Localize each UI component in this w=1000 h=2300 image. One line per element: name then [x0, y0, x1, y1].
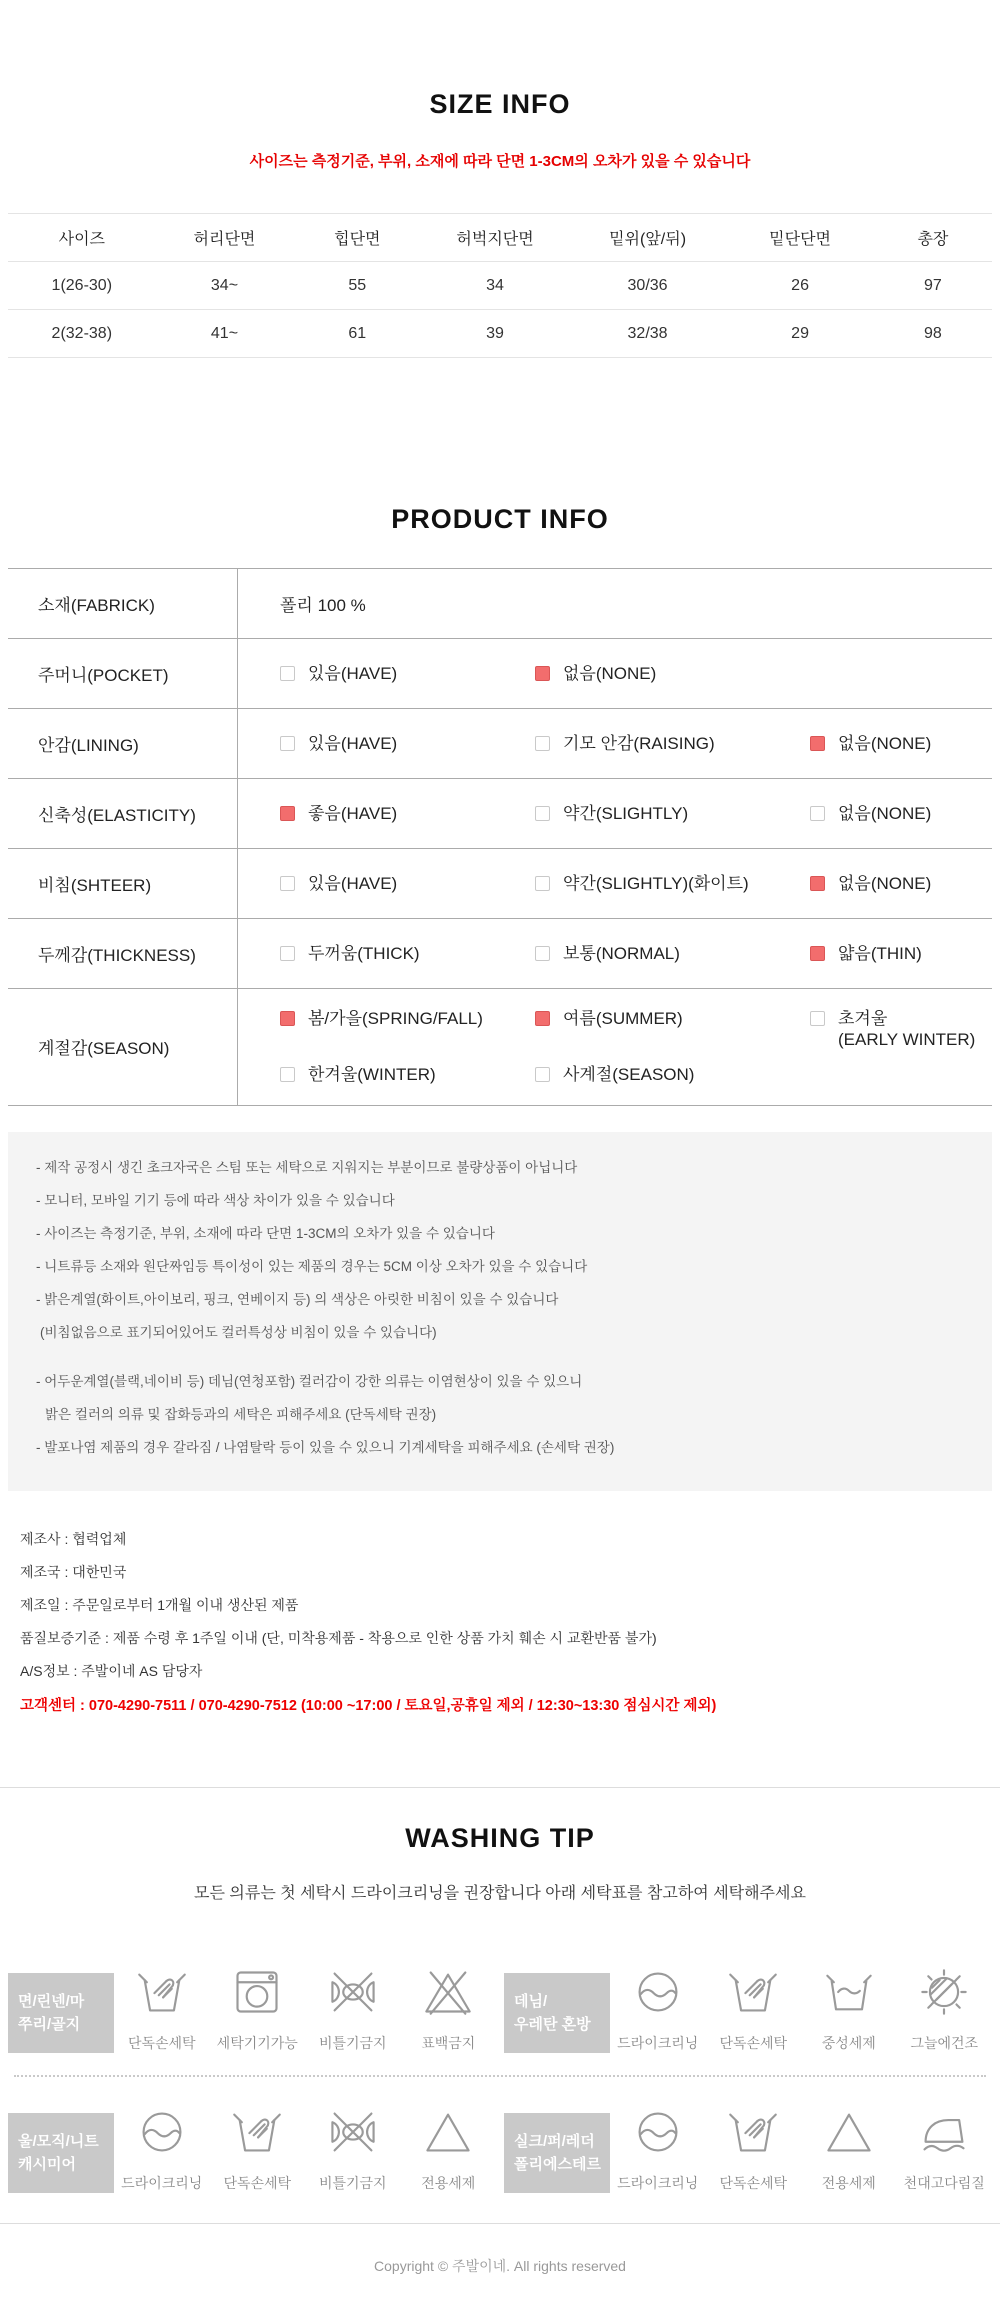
option-label: 두꺼움(THICK) — [308, 943, 420, 963]
season-option-earlywinter — [810, 1008, 992, 1051]
checkbox-icon — [280, 736, 295, 751]
washing-item — [897, 2099, 993, 2193]
washing-item — [305, 2099, 401, 2193]
washing-group-denim — [504, 1959, 992, 2053]
pocket-option-have — [280, 663, 535, 684]
washing-item — [706, 2099, 802, 2193]
size-cell: 98 — [874, 310, 992, 358]
option-label: 좋음(HAVE) — [308, 803, 398, 823]
category-box: 실크/퍼/레더 폴리에스테르 — [504, 2113, 610, 2193]
detergent-triangle-icon — [422, 2099, 474, 2165]
product-info-table — [8, 568, 992, 1106]
washing-item — [610, 2099, 706, 2193]
section-divider — [0, 1787, 1000, 1788]
maker-info — [8, 1529, 992, 1715]
washing-group-silk — [504, 2099, 992, 2193]
elasticity-label: 신축성(ELASTICITY) — [8, 779, 238, 848]
elasticity-option-none — [810, 803, 992, 824]
washing-item-label: 드라이크리닝 — [121, 2174, 203, 2191]
note-line: (비침없음으로 표기되어있어도 컬러특성상 비침이 있을 수 있습니다) — [40, 1324, 437, 1340]
washing-item — [897, 1959, 993, 2053]
copyright-text: Copyright © 주발이네. All rights reserved — [374, 2257, 626, 2274]
season-option-allseason — [535, 1064, 810, 1085]
checkbox-icon — [810, 876, 825, 891]
washing-item — [114, 1959, 210, 2053]
thickness-option-normal — [535, 943, 810, 964]
washing-item — [401, 2099, 497, 2193]
detergent-triangle-icon — [823, 2099, 875, 2165]
season-option-summer — [535, 1008, 810, 1051]
option-label: 없음(NONE) — [838, 873, 932, 893]
customer-center-line: 고객센터 : 070-4290-7511 / 070-4290-7512 (10:00 ~17:00 / 토요일,공휴일 제외 / 12:30~13:30 점심시간 제외) — [20, 1697, 717, 1714]
pocket-row — [8, 639, 992, 709]
option-label: 있음(HAVE) — [308, 733, 398, 753]
sheer-option-none — [810, 873, 992, 894]
checkbox-icon — [810, 946, 825, 961]
note-line: - 사이즈는 측정기준, 부위, 소재에 따라 단면 1-3CM의 오차가 있을 수 있습니다 — [36, 1225, 495, 1241]
size-table — [8, 213, 992, 358]
note-line: - 발포나염 제품의 경우 갈라짐 / 나염탈락 등이 있을 수 있으니 기계세탁을 피해주세요 (손세탁 권장) — [36, 1439, 615, 1455]
iron-cloth-icon — [918, 2099, 970, 2165]
option-label: 없음(NONE) — [838, 803, 932, 823]
checkbox-icon — [535, 666, 550, 681]
hand-wash-icon — [727, 2099, 779, 2165]
season-option-winter — [280, 1064, 535, 1085]
size-info-title: SIZE INFO — [429, 89, 571, 119]
lining-option-raising — [535, 733, 810, 754]
size-cell: 34~ — [156, 262, 294, 310]
washing-item — [801, 2099, 897, 2193]
size-cell: 29 — [726, 310, 874, 358]
washing-item — [114, 2099, 210, 2193]
size-col-header: 총장 — [874, 214, 992, 262]
size-col-header: 허리단면 — [156, 214, 294, 262]
no-wring-icon — [327, 1959, 379, 2025]
washing-item-label: 전용세제 — [821, 2174, 876, 2191]
sheer-option-slightly — [535, 873, 810, 894]
washing-item — [401, 1959, 497, 2053]
product-info-title: PRODUCT INFO — [391, 504, 609, 535]
option-label: 한겨울(WINTER) — [308, 1065, 436, 1085]
dry-clean-icon — [632, 2099, 684, 2165]
washing-group-wool — [8, 2099, 496, 2193]
size-cell: 32/38 — [569, 310, 726, 358]
pocket-option-none — [535, 663, 810, 684]
washing-tip-title: WASHING TIP — [405, 1822, 595, 1853]
lining-label: 안감(LINING) — [8, 709, 238, 778]
checkbox-icon — [535, 876, 550, 891]
note-line: - 어두운계열(블랙,네이비 등) 데님(연청포함) 컬러감이 강한 의류는 이염현상이 있을 수 있으니 — [36, 1373, 583, 1389]
checkbox-icon — [280, 1067, 295, 1082]
neutral-detergent-icon — [823, 1959, 875, 2025]
size-cell: 41~ — [156, 310, 294, 358]
checkbox-icon — [280, 1011, 295, 1026]
caution-notes-box — [8, 1132, 992, 1491]
size-cell: 34 — [421, 262, 569, 310]
season-label: 계절감(SEASON) — [8, 989, 238, 1105]
size-cell: 61 — [293, 310, 421, 358]
fabric-row — [8, 569, 992, 639]
category-box: 면/린넨/마 쭈리/골지 — [8, 1973, 114, 2053]
washing-item-label: 표백금지 — [421, 2034, 476, 2051]
checkbox-icon — [535, 806, 550, 821]
washing-group-cotton — [8, 1959, 496, 2053]
washing-item — [610, 1959, 706, 2053]
washing-item — [210, 2099, 306, 2193]
size-table-row — [8, 310, 992, 358]
size-tolerance-note: 사이즈는 측정기준, 부위, 소재에 따라 단면 1-3CM의 오차가 있을 수 있습니다 — [249, 153, 751, 171]
option-label: 있음(HAVE) — [308, 873, 398, 893]
washing-item — [706, 1959, 802, 2053]
size-cell: 30/36 — [569, 262, 726, 310]
lining-option-none — [810, 733, 992, 754]
washing-item-label: 단독손세탁 — [719, 2174, 788, 2191]
size-col-header: 밑단단면 — [726, 214, 874, 262]
option-label: 약간(SLIGHTLY) — [563, 803, 689, 823]
maker-line: 제조사 : 협력업체 — [20, 1530, 127, 1547]
washing-item-label: 드라이크리닝 — [617, 2174, 699, 2191]
option-label: 얇음(THIN) — [838, 943, 922, 963]
checkbox-icon — [810, 1011, 825, 1026]
fabric-value: 폴리 100 % — [280, 595, 366, 615]
dotted-divider — [14, 2075, 986, 2077]
checkbox-icon — [810, 736, 825, 751]
checkbox-icon — [810, 806, 825, 821]
option-label: 사계절(SEASON) — [563, 1065, 695, 1085]
washing-item-label: 세탁기기가능 — [216, 2034, 298, 2051]
checkbox-icon — [535, 1067, 550, 1082]
maker-line: 제조국 : 대한민국 — [20, 1563, 127, 1580]
dry-clean-icon — [136, 2099, 188, 2165]
note-line: - 니트류등 소재와 원단짜임등 특이성이 있는 제품의 경우는 5CM 이상 오차가 있을 수 있습니다 — [36, 1258, 588, 1274]
season-row — [8, 989, 992, 1106]
size-cell: 26 — [726, 262, 874, 310]
hand-wash-icon — [231, 2099, 283, 2165]
note-line: 밝은 컬러의 의류 및 잡화등과의 세탁은 피해주세요 (단독세탁 권장) — [45, 1406, 437, 1422]
checkbox-icon — [280, 806, 295, 821]
dry-clean-icon — [632, 1959, 684, 2025]
elasticity-row — [8, 779, 992, 849]
washing-machine-icon — [231, 1959, 283, 2025]
thickness-row — [8, 919, 992, 989]
elasticity-option-slightly — [535, 803, 810, 824]
lining-row — [8, 709, 992, 779]
note-line: - 밝은계열(화이트,아이보리, 핑크, 연베이지 등) 의 색상은 아릿한 비침이 있을 수 있습니다 — [36, 1291, 559, 1307]
washing-item-label: 단독손세탁 — [223, 2174, 292, 2191]
size-cell: 39 — [421, 310, 569, 358]
size-cell: 2(32-38) — [8, 310, 156, 358]
thickness-option-thick — [280, 943, 535, 964]
option-label: 있음(HAVE) — [308, 663, 398, 683]
washing-item-label: 중성세제 — [821, 2034, 876, 2051]
option-label: 봄/가을(SPRING/FALL) — [308, 1008, 483, 1028]
washing-item-label: 전용세제 — [421, 2174, 476, 2191]
thickness-label: 두께감(THICKNESS) — [8, 919, 238, 988]
size-col-header: 밑위(앞/뒤) — [569, 214, 726, 262]
category-box: 데님/ 우레탄 혼방 — [504, 1973, 610, 2053]
hand-wash-icon — [136, 1959, 188, 2025]
size-cell: 55 — [293, 262, 421, 310]
option-label: 보통(NORMAL) — [563, 943, 680, 963]
maker-line: 품질보증기준 : 제품 수령 후 1주일 이내 (단, 미착용제품 - 착용으로 인한 상품 가치 훼손 시 교환반품 불가) — [20, 1629, 657, 1646]
sheer-label: 비침(SHTEER) — [8, 849, 238, 918]
sheer-row — [8, 849, 992, 919]
no-wring-icon — [327, 2099, 379, 2165]
thickness-option-thin — [810, 943, 992, 964]
checkbox-icon — [280, 946, 295, 961]
lining-option-have — [280, 733, 535, 754]
washing-item-label: 비틀기금지 — [318, 2034, 387, 2051]
washing-item-label: 그늘에건조 — [910, 2034, 979, 2051]
checkbox-icon — [280, 876, 295, 891]
size-table-header-row — [8, 214, 992, 262]
size-col-header: 허벅지단면 — [421, 214, 569, 262]
washing-guide — [8, 1959, 992, 2193]
washing-item-label: 천대고다림질 — [903, 2174, 985, 2191]
option-label: 없음(NONE) — [563, 663, 657, 683]
no-bleach-icon — [422, 1959, 474, 2025]
season-option-springfall — [280, 1008, 535, 1051]
option-label: 초겨울 (EARLY WINTER) — [838, 1008, 976, 1050]
washing-item — [801, 1959, 897, 2053]
note-line: - 제작 공정시 생긴 초크자국은 스팀 또는 세탁으로 지워지는 부분이므로 불량상품이 아닙니다 — [36, 1159, 578, 1175]
washing-item-label: 단독손세탁 — [127, 2034, 196, 2051]
checkbox-icon — [535, 946, 550, 961]
size-table-row — [8, 262, 992, 310]
category-box: 울/모직/니트 캐시미어 — [8, 2113, 114, 2193]
sheer-option-have — [280, 873, 535, 894]
shade-dry-icon — [918, 1959, 970, 2025]
option-label: 여름(SUMMER) — [563, 1008, 683, 1028]
option-label: 기모 안감(RAISING) — [563, 733, 715, 753]
size-col-header: 사이즈 — [8, 214, 156, 262]
washing-item — [305, 1959, 401, 2053]
size-col-header: 힙단면 — [293, 214, 421, 262]
maker-line: A/S정보 : 주발이네 AS 담당자 — [20, 1662, 203, 1679]
checkbox-icon — [535, 736, 550, 751]
maker-line: 제조일 : 주문일로부터 1개월 이내 생산된 제품 — [20, 1596, 299, 1613]
pocket-label: 주머니(POCKET) — [8, 639, 238, 708]
washing-item-label: 단독손세탁 — [719, 2034, 788, 2051]
elasticity-option-have — [280, 803, 535, 824]
washing-item-label: 비틀기금지 — [318, 2174, 387, 2191]
hand-wash-icon — [727, 1959, 779, 2025]
washing-item — [210, 1959, 306, 2053]
size-cell: 97 — [874, 262, 992, 310]
fabric-label: 소재(FABRICK) — [8, 569, 238, 638]
checkbox-icon — [535, 1011, 550, 1026]
option-label: 없음(NONE) — [838, 733, 932, 753]
washing-item-label: 드라이크리닝 — [617, 2034, 699, 2051]
washing-intro: 모든 의류는 첫 세탁시 드라이크리닝을 권장합니다 아래 세탁표를 참고하여 세탁해주세요 — [194, 1884, 806, 1902]
note-line: - 모니터, 모바일 기기 등에 따라 색상 차이가 있을 수 있습니다 — [36, 1192, 395, 1208]
footer-divider — [0, 2223, 1000, 2224]
option-label: 약간(SLIGHTLY)(화이트) — [563, 873, 749, 893]
checkbox-icon — [280, 666, 295, 681]
size-cell: 1(26-30) — [8, 262, 156, 310]
